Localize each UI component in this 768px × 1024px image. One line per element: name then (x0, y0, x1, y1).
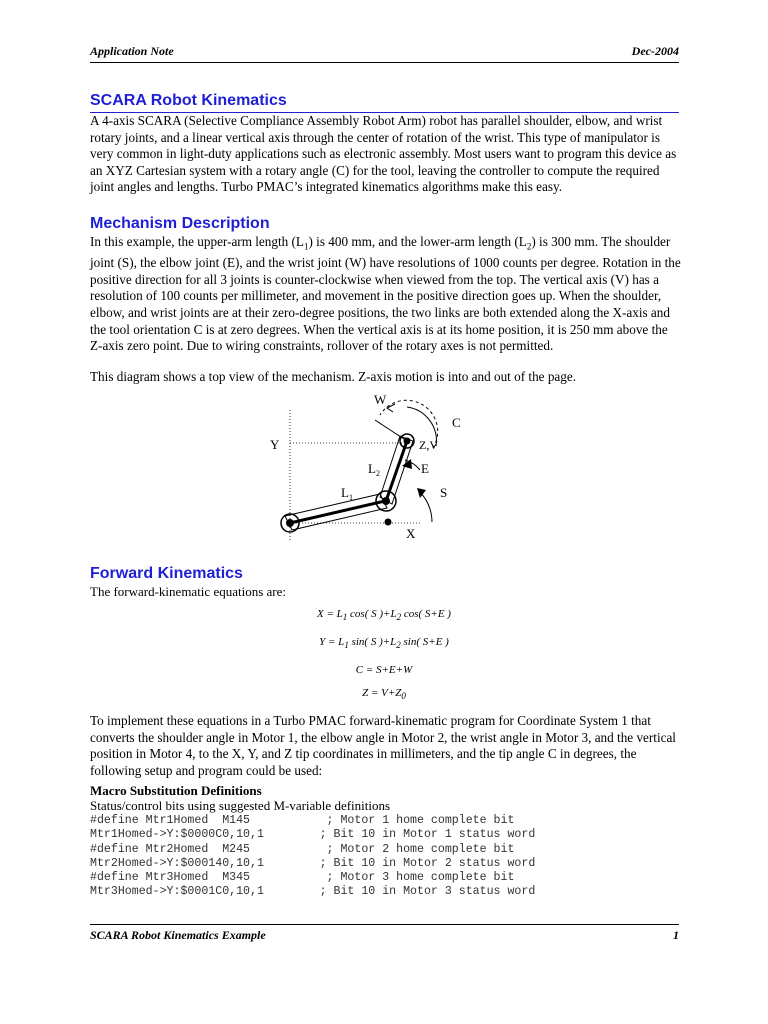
diagram-caption: This diagram shows a top view of the mechanism. Z-axis motion is into and out of the page. (90, 369, 577, 384)
forward-heading: Forward Kinematics (90, 565, 243, 582)
label-l1: $L_1$ (341, 485, 353, 502)
page-footer (90, 928, 679, 943)
intro-paragraph: A 4-axis SCARA (Selective Compliance Assembly Robot Arm) robot has parallel shoulder, elbow, and wrist rotary joints, and a linear vertical axis through the center of rotation of the wrist. This type of manipulator is very common in light-duty applications such as electronic assembly. Most users want to program this device as an XYZ Cartesian system with a rotary angle (C) for the tool, leaving the controller to compute the required joint angles and lengths. Turbo PMAC’s integrated kinematics algorithms make this easy. (90, 113, 677, 195)
label-c: C (452, 415, 461, 430)
code-line: #define Mtr3Homed M345 ; Motor 3 home complete bit (90, 871, 515, 885)
page-number: 1 (673, 928, 679, 942)
page-header (90, 44, 679, 59)
forward-intro: The forward-kinematic equations are: (90, 584, 286, 599)
equation-c: C = S+E+W (355, 664, 413, 676)
label-w: W (374, 392, 387, 407)
motor-point (385, 519, 392, 526)
code-line: Mtr3Homed->Y:$0001C0,10,1 ; Bit 10 in Motor 3 status word (90, 885, 536, 899)
equation-x: $X = L_1$ cos( S )$+L_2$ cos( S+E ) (317, 608, 451, 623)
header-date: Dec-2004 (631, 44, 679, 58)
mechanism-paragraph: In this example, the upper-arm length $(L_1)$ is 400 mm, and the lower-arm length $(L_2)$ is 300 mm. The shoulder joint (S), the elbow joint (E), and the wrist joint (W) have resolutions of 1000 counts per degree. Rotation in the positive direction for all 3 joints is counter-clockwise when viewed from the top. The vertical axis (V) has a resolution of 100 counts per millimeter, and movement in the positive direction goes up. When the shoulder, elbow, and wrist joints are at their zero-degree positions, the two links are both extended along the X-axis and the tool orientation C is at zero degrees. When the vertical axis is at its home position, it is 250 mm above the Z-axis zero point. Due to wiring constraints, rollover of the rotary axes is not permitted. (90, 234, 681, 354)
code-line: #define Mtr1Homed M145 ; Motor 1 home complete bit (90, 814, 515, 827)
macro-code-block (90, 814, 535, 900)
header-rule (90, 62, 679, 63)
scara-diagram (250, 388, 480, 548)
code-line: Mtr1Homed->Y:$0000C0,10,1 ; Bit 10 in Motor 1 status word (90, 828, 536, 842)
equation-z: $Z = V+Z_0$ (362, 687, 406, 702)
label-zv: Z,V (419, 438, 438, 452)
label-x: X (406, 526, 416, 541)
macro-subheading: Status/control bits using suggested M-variable definitions (90, 798, 391, 813)
footer-rule (90, 924, 679, 925)
mechanism-heading: Mechanism Description (90, 215, 270, 232)
code-line: #define Mtr2Homed M245 ; Motor 2 home complete bit (90, 842, 515, 856)
forward-paragraph: To implement these equations in a Turbo PMAC forward-kinematic program for Coordinate System 1 that converts the shoulder angle in Motor 1, the elbow angle in Motor 2, the wrist angle in Motor 3, and the vertical position in Motor 4, to the X, Y, and Z tip coordinates in millimeters, and the tip angle C in degrees, the following setup and program could be used: (90, 713, 676, 778)
label-l2: $L_2$ (368, 461, 380, 478)
macro-heading: Macro Substitution Definitions (90, 783, 262, 798)
header-doc-type: Application Note (90, 44, 174, 58)
label-s: S (440, 485, 448, 500)
label-e: E (421, 461, 429, 476)
footer-title: SCARA Robot Kinematics Example (90, 928, 266, 942)
label-y: Y (270, 437, 280, 452)
code-line: Mtr2Homed->Y:$000140,10,1 ; Bit 10 in Motor 2 status word (90, 856, 536, 870)
equation-y: $Y = L_1$ sin( S )$+L_2$ sin( S+E ) (319, 636, 449, 651)
page-title: SCARA Robot Kinematics (90, 92, 287, 109)
